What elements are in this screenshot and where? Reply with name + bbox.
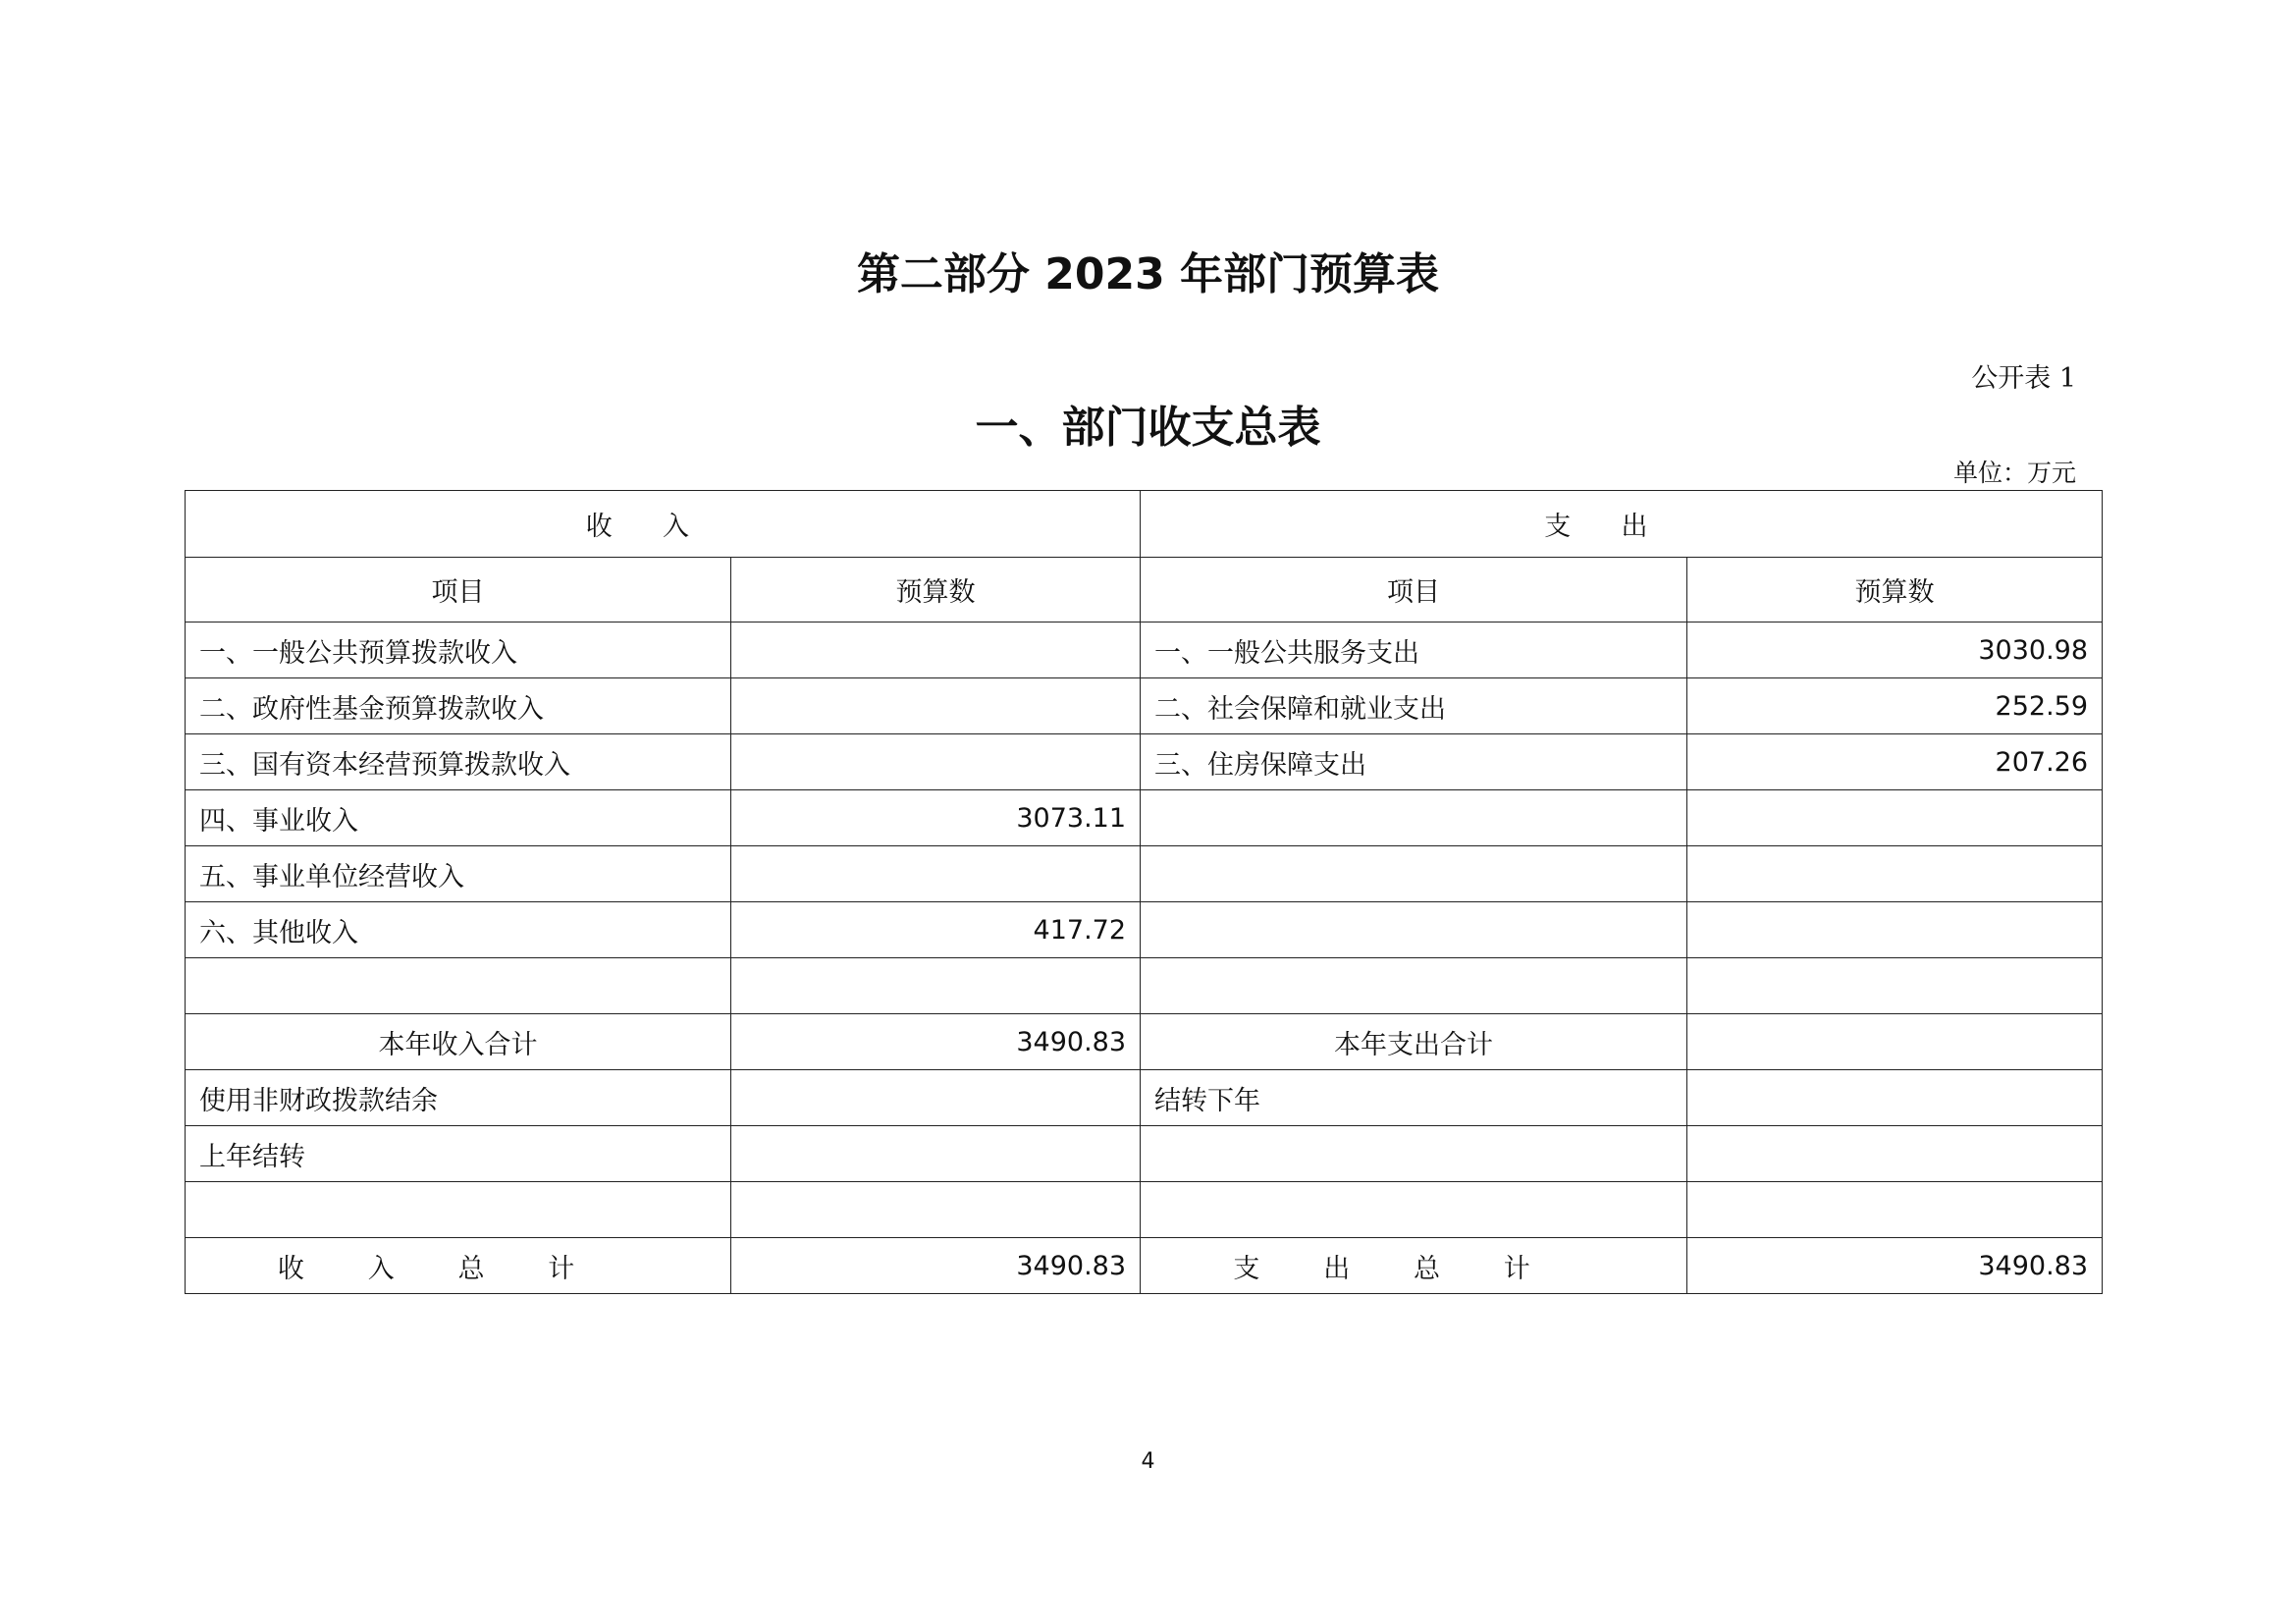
form-number: 公开表 1: [1971, 363, 2076, 394]
expense-total-amount: 3490.83: [1687, 1238, 2103, 1294]
income-item-cell: 四、事业收入: [186, 790, 731, 846]
expense-item-column-header: 项目: [1141, 558, 1687, 623]
column-header-row: [186, 558, 2103, 623]
table-row: [186, 958, 2103, 1014]
expense-item-cell: [1141, 846, 1687, 902]
income-section-header: 收入: [186, 491, 1141, 558]
expense-amount-cell: [1687, 1182, 2103, 1238]
income-amount-cell: 3073.11: [731, 790, 1141, 846]
expense-item-cell: [1141, 790, 1687, 846]
page-number: 4: [1141, 1449, 1155, 1474]
income-total-amount: 3490.83: [731, 1238, 1141, 1294]
expense-item-cell: 一、一般公共服务支出: [1141, 623, 1687, 678]
expense-amount-cell: [1687, 846, 2103, 902]
table-row: [186, 790, 2103, 846]
table-row: [186, 1126, 2103, 1182]
income-amount-cell: [731, 623, 1141, 678]
table-row: [186, 678, 2103, 734]
expense-item-cell: [1141, 902, 1687, 958]
expense-item-cell: [1141, 958, 1687, 1014]
table-row: [186, 623, 2103, 678]
income-subtotal-amount: 3490.83: [731, 1014, 1141, 1070]
income-amount-cell: [731, 1126, 1141, 1182]
expense-amount-cell: [1687, 790, 2103, 846]
expense-total-label: 支出总计: [1141, 1238, 1687, 1294]
income-item-cell: 一、一般公共预算拨款收入: [186, 623, 731, 678]
table-row: [186, 734, 2103, 790]
income-item-cell: [186, 958, 731, 1014]
table-row: [186, 1070, 2103, 1126]
total-row: [186, 1238, 2103, 1294]
expense-amount-cell: [1687, 1126, 2103, 1182]
expense-amount-cell: 252.59: [1687, 678, 2103, 734]
expense-amount-cell: 207.26: [1687, 734, 2103, 790]
expense-item-cell: 三、住房保障支出: [1141, 734, 1687, 790]
income-amount-cell: [731, 958, 1141, 1014]
income-item-cell: 使用非财政拨款结余: [186, 1070, 731, 1126]
table-title: 一、部门收支总表: [975, 403, 1321, 453]
income-item-cell: 六、其他收入: [186, 902, 731, 958]
income-amount-cell: [731, 734, 1141, 790]
expense-item-cell: 二、社会保障和就业支出: [1141, 678, 1687, 734]
expense-amount-cell: [1687, 1070, 2103, 1126]
expense-amount-cell: [1687, 958, 2103, 1014]
income-amount-cell: [731, 1070, 1141, 1126]
subtotal-row: [186, 1014, 2103, 1070]
section-header-row: [186, 491, 2103, 558]
income-item-cell: 二、政府性基金预算拨款收入: [186, 678, 731, 734]
income-item-cell: 三、国有资本经营预算拨款收入: [186, 734, 731, 790]
table-row: [186, 1182, 2103, 1238]
income-amount-cell: [731, 678, 1141, 734]
expense-amount-column-header: 预算数: [1687, 558, 2103, 623]
table-row: [186, 846, 2103, 902]
expense-subtotal-label: 本年支出合计: [1141, 1014, 1687, 1070]
income-amount-cell: [731, 846, 1141, 902]
table-row: [186, 902, 2103, 958]
income-item-cell: 五、事业单位经营收入: [186, 846, 731, 902]
income-item-column-header: 项目: [186, 558, 731, 623]
income-amount-column-header: 预算数: [731, 558, 1141, 623]
expense-section-header: 支出: [1141, 491, 2103, 558]
document-title: 第二部分 2023 年部门预算表: [856, 249, 1440, 299]
expense-item-cell: [1141, 1182, 1687, 1238]
unit-label: 单位：万元: [1952, 459, 2076, 487]
income-subtotal-label: 本年收入合计: [186, 1014, 731, 1070]
expense-item-cell: 结转下年: [1141, 1070, 1687, 1126]
expense-item-cell: [1141, 1126, 1687, 1182]
income-total-label: 收入总计: [186, 1238, 731, 1294]
income-item-cell: 上年结转: [186, 1126, 731, 1182]
budget-summary-table: [185, 490, 2103, 1294]
expense-subtotal-amount: [1687, 1014, 2103, 1070]
expense-amount-cell: [1687, 902, 2103, 958]
income-item-cell: [186, 1182, 731, 1238]
income-amount-cell: 417.72: [731, 902, 1141, 958]
income-amount-cell: [731, 1182, 1141, 1238]
expense-amount-cell: 3030.98: [1687, 623, 2103, 678]
